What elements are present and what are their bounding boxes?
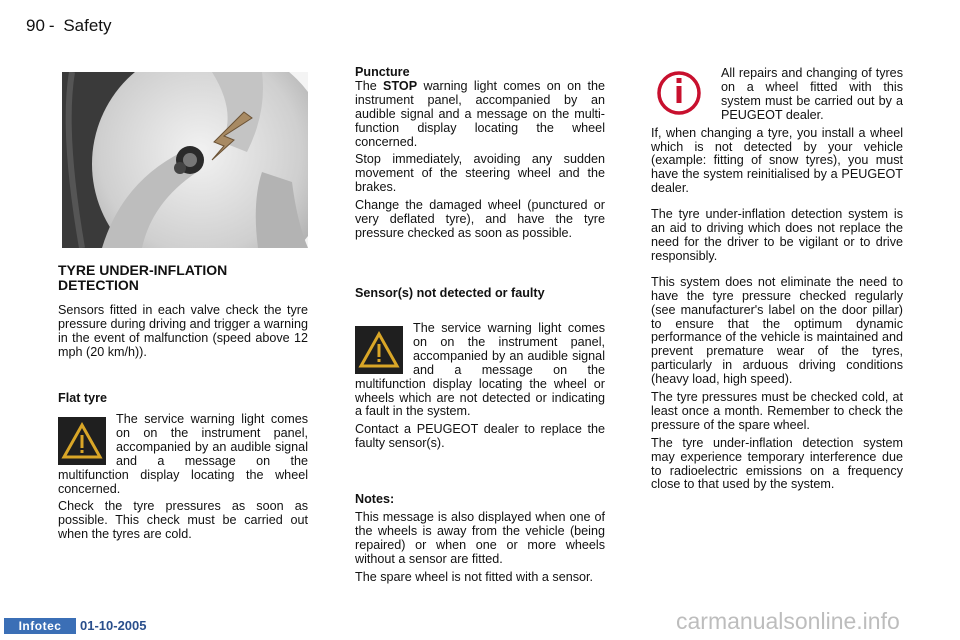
notes-paragraph-1: This message is also displayed when one of the wheels is away from the vehicle (being repaired) or when one or more wheels without a sensor are fitted. (355, 509, 605, 566)
flat-tyre-paragraph-2: Check the tyre pressures as soon as possible. This check must be carried out when the tyres are cold. (58, 499, 308, 542)
stop-label: STOP (383, 78, 418, 93)
puncture-paragraph-2: Stop immediately, avoiding any sudden movement of the steering wheel and the brakes. (355, 152, 605, 195)
puncture-section (355, 66, 605, 245)
sensor-paragraph-2: Contact a PEUGEOT dealer to replace the faulty sensor(s). (355, 422, 605, 451)
print-date: 01-10-2005 (80, 618, 147, 633)
flat-tyre-paragraph-1: The service warning light comes on on the instrument panel, accompanied by an audible signal and a message on the multifunction display locating the wheel concerned. (58, 412, 308, 496)
regular-check-paragraph: This system does not eliminate the need to have the tyre pressure checked regularly (see manufacturer's label on the door pillar) to ensure that the optimum dynamic performance of the vehicle is maintained and prevent premature wear of the tyres, particularly in arduous driving conditions (heavy load, high speed). (651, 274, 903, 387)
cold-check-paragraph: The tyre pressures must be checked cold, at least once a month. Remember to check the pressure of the spare wheel. (651, 390, 903, 432)
puncture-p1-prefix: The (355, 78, 384, 93)
notes-heading: Notes: (355, 492, 395, 506)
flat-tyre-heading: Flat tyre (58, 391, 107, 405)
info-icon (651, 67, 711, 117)
sensor-paragraph-1: The service warning light comes on on the instrument panel, accompanied by an audible signal and a message on the multifunction display locating the wheel or wheels which are not detected or indicating a fault in the system. (355, 321, 605, 419)
aid-paragraph: The tyre under-inflation detection system is an aid to driving which does not replace the need for the driver to be vigilant or to drive responsibly. (651, 207, 903, 263)
intro-paragraph: Sensors fitted in each valve check the tyre pressure during driving and trigger a warning in the event of malfunction (speed above 12 mph (20 km/h)). (58, 303, 308, 359)
sensor-heading: Sensor(s) not detected or faulty (355, 286, 545, 300)
page-header (26, 16, 116, 36)
section-title: Safety (63, 16, 112, 35)
tyre-valve-photo (62, 72, 308, 248)
watermark: carmanualsonline.info (676, 608, 900, 634)
info-paragraph-1: All repairs and changing of tyres on a wheel fitted with this system must be carried out by a PEUGEOT dealer. (721, 66, 903, 122)
flat-tyre-section (58, 413, 308, 546)
page-number: 90 (26, 16, 45, 35)
infotec-logo: Infotec (4, 618, 76, 634)
notes-paragraph-2: The spare wheel is not fitted with a sensor. (355, 569, 594, 584)
sensor-section (355, 322, 605, 455)
interference-paragraph: The tyre under-inflation detection system may experience temporary interference due to radioelectric emissions on a frequency close to that used by the system. (651, 435, 903, 492)
warning-triangle-icon (58, 417, 106, 465)
puncture-paragraph-1 (355, 80, 605, 150)
puncture-p1-rest: warning light comes on on the instrument panel, accompanied by an audible signal and a message on the multi-function display locating the wheel concerned. (355, 78, 605, 149)
header-separator: - (48, 16, 55, 35)
puncture-paragraph-3: Change the damaged wheel (punctured or very deflated tyre), and have the tyre pressure checked as soon as possible. (355, 198, 605, 240)
warning-triangle-icon (355, 326, 403, 374)
puncture-heading: Puncture (355, 65, 410, 79)
notes-section (355, 493, 605, 588)
info-paragraph-2: If, when changing a tyre, you install a wheel which is not detected by your vehicle (example: fitting of snow tyres), you must have the system reinitialised by a PEUGEOT dealer. (651, 125, 903, 196)
section-heading: TYRE UNDER-INFLATION DETECTION (58, 262, 228, 293)
info-section (651, 67, 903, 496)
